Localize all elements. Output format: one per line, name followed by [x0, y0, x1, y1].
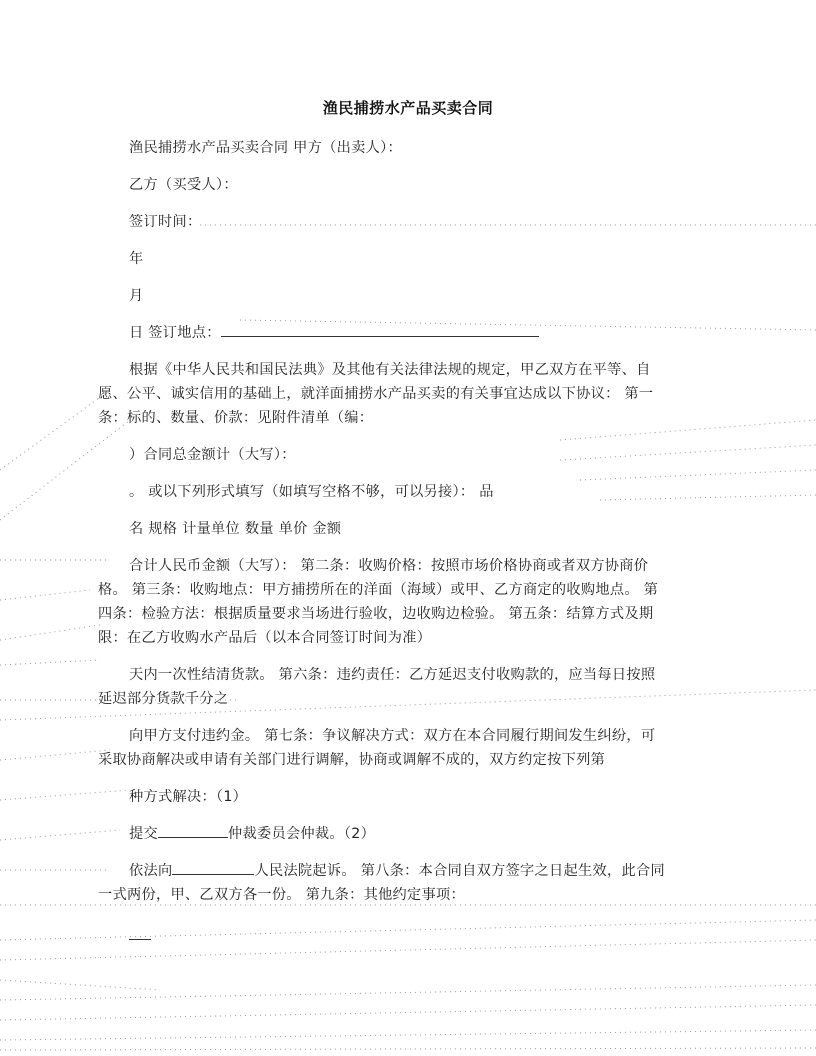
para-line-1: 渔民捕捞水产品买卖合同 甲方（出卖人）： [129, 140, 402, 156]
para-line-20: 采取协商解决或申请有关部门进行调解，协商或调解不成的，双方约定按下列第 [98, 752, 606, 768]
para-line-18: 延迟部分货款千分之 [98, 691, 229, 707]
para-line-3: 签订时间： [129, 214, 202, 230]
para-line-23: 依法向 人民法院起诉。 第八条：本合同自双方签字之日起生效，此合同 [129, 860, 665, 882]
para-line-2: 乙方（买受人）： [129, 177, 238, 193]
para-line-24: 一式两份，甲、乙双方各一份。 第九条：其他约定事项： [98, 887, 465, 903]
para-line-21: 种方式解决：（1） [129, 789, 248, 805]
para-line-12: 名 规格 计量单位 数量 单价 金额 [129, 521, 342, 537]
para-line-9: 条：标的、数量、价款：见附件清单（编： [98, 410, 374, 426]
arbitration-blank [158, 823, 228, 838]
location-blank [221, 322, 539, 337]
other-terms-blank [129, 925, 151, 940]
para-line-7: 根据《中华人民共和国民法典》及其他有关法律法规的规定，甲乙双方在平等、自 [129, 362, 651, 378]
para-line-22: 提交 仲裁委员会仲裁。（2） [129, 823, 375, 845]
para-line-11: 。 或以下列形式填写（如填写空格不够，可以另接）： 品 [129, 484, 494, 500]
para-line-8: 愿、公平、诚实信用的基础上，就洋面捕捞水产品买卖的有关事宜达成以下协议： 第一 [98, 386, 654, 402]
para-line-4: 年 [129, 251, 144, 267]
para-line-13: 合计人民币金额（大写）： 第二条：收购价格：按照市场价格协商或者双方协商价 [129, 558, 649, 574]
para-line-16: 限：在乙方收购水产品后（以本合同签订时间为准） [98, 630, 432, 646]
para-line-15: 四条：检验方法：根据质量要求当场进行验收，边收购边检验。 第五条：结算方式及期 [98, 606, 654, 622]
court-blank [172, 860, 254, 875]
para-line-17: 天内一次性结清货款。 第六条：违约责任：乙方延迟支付收购款的，应当每日按照 [129, 667, 656, 683]
para-line-6: 日 签订地点： [129, 322, 539, 344]
document-title: 渔民捕捞水产品买卖合同 [322, 99, 494, 117]
para-line-19: 向甲方支付违约金。 第七条：争议解决方式：双方在本合同履行期间发生纠纷，可 [129, 728, 656, 744]
para-line-5: 月 [129, 288, 144, 304]
para-line-14: 格。 第三条：收购地点：甲方捕捞所在的洋面（海域）或甲、乙方商定的收购地点。 第 [98, 582, 659, 598]
para-line-10: ）合同总金额计（大写）： [129, 447, 296, 463]
other-terms-line [129, 925, 151, 947]
